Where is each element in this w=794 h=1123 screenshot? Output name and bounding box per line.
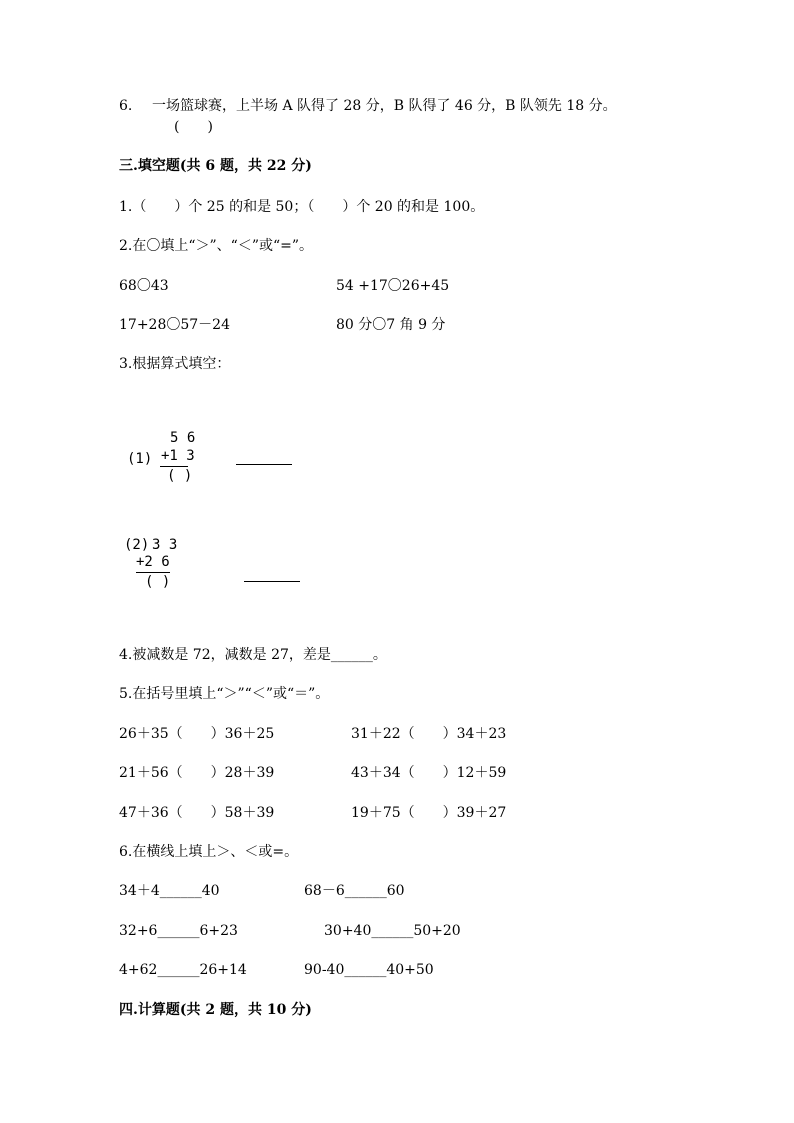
compare-item: 43＋34（ ）12＋59 bbox=[351, 765, 507, 781]
vertical-sum-line bbox=[136, 572, 170, 573]
compare-item: 47＋36（ ）58＋39 bbox=[119, 805, 275, 821]
section-title: 三.填空题(共 6 题，共 22 分) bbox=[119, 158, 312, 174]
q6-number: 6. bbox=[119, 98, 133, 114]
answer-line[interactable] bbox=[236, 464, 292, 465]
question-3: 3.根据算式填空： bbox=[119, 356, 231, 372]
compare-item: 17+28〇57－24 bbox=[119, 317, 230, 333]
compare-item: 32+6______6+23 bbox=[119, 923, 238, 939]
question-4: 4.被减数是 72，减数是 27，差是______。 bbox=[119, 647, 387, 663]
compare-item: 30+40______50+20 bbox=[324, 923, 461, 939]
compare-item: 80 分〇7 角 9 分 bbox=[336, 317, 446, 333]
compare-item: 68〇43 bbox=[119, 278, 169, 294]
compare-item: 4+62______26+14 bbox=[119, 962, 247, 978]
vertical-addend: +2 6 bbox=[136, 554, 170, 570]
q6-answer-blank[interactable]: ( ) bbox=[174, 119, 213, 135]
question-5: 5.在括号里填上“＞”“＜”或“＝”。 bbox=[119, 686, 330, 702]
compare-item: 26＋35（ ）36＋25 bbox=[119, 726, 275, 742]
compare-item: 31＋22（ ）34＋23 bbox=[351, 726, 507, 742]
compare-item: 68－6______60 bbox=[304, 883, 405, 899]
q6-text: 一场篮球赛，上半场 A 队得了 28 分，B 队得了 46 分，B 队领先 18 分。 bbox=[152, 98, 617, 114]
compare-item: 19＋75（ ）39＋27 bbox=[351, 805, 507, 821]
answer-line[interactable] bbox=[244, 581, 300, 582]
compare-item: 34＋4______40 bbox=[119, 883, 220, 899]
vertical-label: (1) bbox=[127, 451, 153, 467]
vertical-sum-line bbox=[160, 466, 188, 467]
vertical-label: (2) bbox=[124, 537, 150, 553]
vertical-top-number: 3 3 bbox=[152, 537, 178, 553]
question-6: 6.在横线上填上＞、＜或=。 bbox=[119, 844, 299, 860]
compare-item: 90-40______40+50 bbox=[304, 962, 434, 978]
compare-item: 54 +17〇26+45 bbox=[336, 278, 450, 294]
vertical-addend: +1 3 bbox=[161, 448, 195, 464]
vertical-top-number: 5 6 bbox=[170, 430, 196, 446]
vertical-result-blank[interactable]: ( ) bbox=[167, 468, 193, 484]
vertical-result-blank[interactable]: ( ) bbox=[145, 574, 171, 590]
section-title: 四.计算题(共 2 题，共 10 分) bbox=[119, 1002, 312, 1018]
compare-item: 21＋56（ ）28＋39 bbox=[119, 765, 275, 781]
question-2: 2.在〇填上“＞”、“＜”或“=”。 bbox=[119, 238, 314, 254]
question-1: 1.（ ）个 25 的和是 50；（ ）个 20 的和是 100。 bbox=[119, 199, 485, 215]
